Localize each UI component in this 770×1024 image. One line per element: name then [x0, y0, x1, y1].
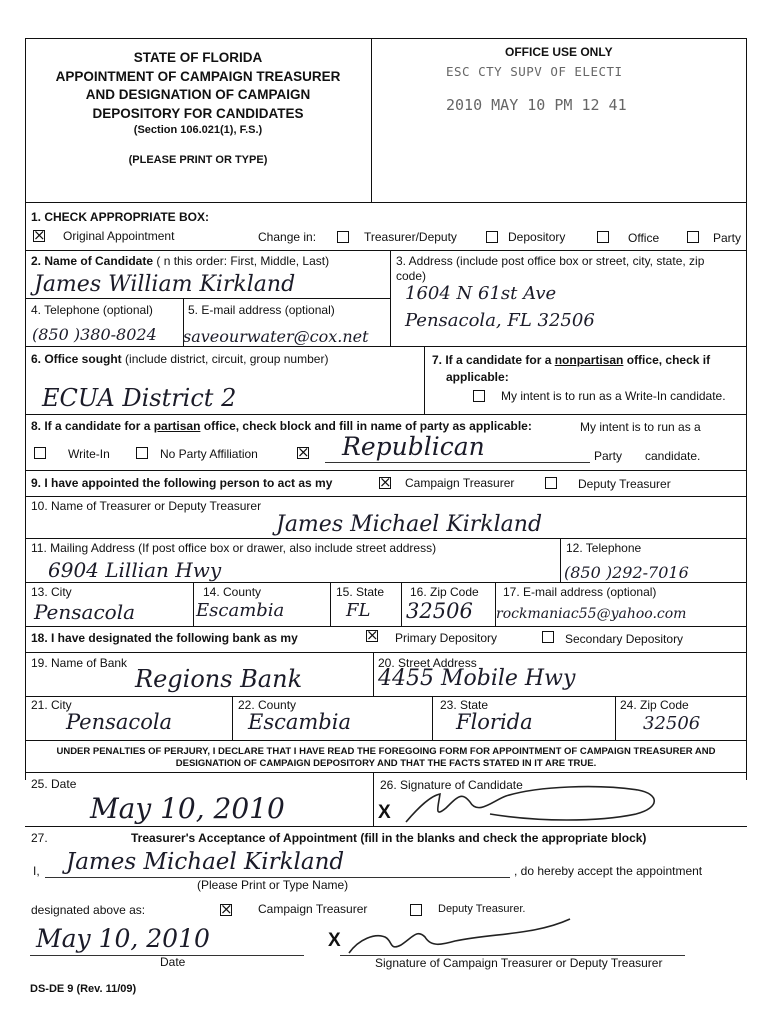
s27-label — [131, 831, 646, 845]
candidate-signature[interactable] — [398, 778, 678, 828]
accept-campaign-treasurer-checkbox[interactable] — [220, 904, 232, 916]
s22-label: 22. County — [238, 698, 297, 712]
bank-street-field[interactable]: 4455 Mobile Hwy — [378, 666, 576, 691]
accept-campaign-treasurer-label: Campaign Treasurer — [258, 902, 368, 916]
candidate-name-field[interactable]: James William Kirkland — [34, 272, 296, 297]
primary-depository-checkbox[interactable] — [366, 630, 378, 642]
secondary-depository-checkbox[interactable] — [542, 631, 554, 643]
s2-label-row — [31, 254, 329, 268]
candidate-suffix: candidate. — [645, 449, 701, 463]
rule-s2 — [25, 298, 390, 299]
rule-s3 — [25, 346, 747, 347]
s12-label: 12. Telephone — [566, 541, 642, 555]
original-appointment-checkbox[interactable] — [33, 230, 45, 242]
primary-depository-label: Primary Depository — [395, 631, 498, 645]
treasurer-mailing-address-field[interactable]: 6904 Lillian Hwy — [48, 558, 222, 582]
s3-label: 3. Address (include post office box or street, city, state, zip — [396, 254, 705, 268]
divider-s19-s20 — [373, 652, 374, 696]
candidate-phone-field[interactable]: (850 )380-8024 — [32, 325, 157, 344]
npa-label: No Party Affiliation — [160, 447, 258, 461]
s23-label: 23. State — [440, 698, 489, 712]
divider-s14 — [330, 582, 331, 626]
s8-label-row — [31, 419, 532, 433]
partisan-writein-label: Write-In — [68, 447, 110, 461]
s8-label: 8. If a candidate for a — [31, 419, 151, 433]
deputy-treasurer-checkbox[interactable] — [545, 477, 557, 489]
s25-label: 25. Date — [31, 777, 77, 791]
treasurer-email-field[interactable]: rockmaniac55@yahoo.com — [496, 606, 687, 622]
s16-label: 16. Zip Code — [410, 585, 479, 599]
original-appointment-label: Original Appointment — [63, 229, 175, 243]
party-name-field[interactable]: Republican — [342, 432, 485, 461]
form-border-right — [746, 38, 747, 780]
s17-label: 17. E-mail address (optional) — [503, 585, 657, 599]
s7-applicable: applicable: — [446, 370, 509, 384]
party-checkbox[interactable] — [297, 447, 309, 459]
office-sought-field[interactable]: ECUA District 2 — [42, 384, 237, 412]
s11-label: 11. Mailing Address (If post office box or drawer, also include street address) — [31, 541, 437, 555]
received-stamp-agency: ESC CTY SUPV OF ELECTI — [446, 64, 623, 79]
rule-s13 — [25, 626, 747, 627]
s7-nonpartisan: nonpartisan — [554, 353, 624, 367]
treasurer-signature[interactable] — [345, 915, 585, 959]
office-change-label: Office — [628, 231, 660, 245]
accept-deputy-treasurer-label: Deputy Treasurer. — [438, 903, 526, 915]
bank-county-field[interactable]: Escambia — [248, 710, 351, 734]
candidate-signature-mark: X — [378, 802, 391, 823]
s18-label: 18. I have designated the following bank as my — [31, 631, 298, 645]
perjury-line: DESIGNATION OF CAMPAIGN DEPOSITORY AND THAT THE FACTS STATED IN IT ARE TRUE. — [175, 758, 597, 769]
s24-label: 24. Zip Code — [620, 698, 689, 712]
depository-change-checkbox[interactable] — [486, 231, 498, 243]
perjury-statement — [25, 746, 747, 770]
s27-label-text: Treasurer's Acceptance of Appointment (fill in the blanks and check the appropriate block) — [131, 831, 647, 845]
treasurer-signature-label: Signature of Campaign Treasurer or Deputy Treasurer — [375, 956, 663, 970]
bank-name-field[interactable]: Regions Bank — [135, 665, 303, 693]
divider-s23 — [615, 696, 616, 740]
bank-city-field[interactable]: Pensacola — [66, 710, 173, 734]
divider-s2-s3 — [390, 250, 391, 346]
statute-reference: (Section 106.021(1), F.S.) — [133, 124, 263, 136]
s8-partisan: partisan — [153, 419, 201, 433]
s20-label: 20. Street Address — [378, 656, 477, 670]
depository-change-label: Depository — [508, 230, 566, 244]
treasurer-zip-field[interactable]: 32506 — [406, 599, 473, 623]
bank-zip-field[interactable]: 32506 — [643, 713, 701, 734]
campaign-treasurer-checkbox[interactable] — [379, 477, 391, 489]
divider-s11-s12 — [560, 538, 561, 582]
party-change-checkbox[interactable] — [687, 231, 699, 243]
office-use-label: OFFICE USE ONLY — [505, 45, 613, 59]
s8-label-end: office, check block and fill in name of party as applicable: — [203, 419, 532, 433]
rule-s1 — [25, 250, 747, 251]
party-suffix: Party — [594, 449, 623, 463]
print-instruction: (PLEASE PRINT OR TYPE) — [128, 154, 268, 166]
print-name-hint: (Please Print or Type Name) — [197, 878, 349, 892]
partisan-writein-checkbox[interactable] — [34, 447, 46, 459]
s27-i: I, — [33, 864, 40, 878]
campaign-treasurer-label: Campaign Treasurer — [405, 476, 515, 490]
rule-s6 — [25, 414, 747, 415]
divider-s21 — [232, 696, 233, 740]
s7-label-row — [432, 353, 710, 367]
s7-label: 7. If a candidate for a — [432, 353, 552, 367]
candidate-email-field[interactable]: saveourwater@cox.net — [183, 327, 369, 346]
s6-label-row — [31, 352, 328, 366]
bank-state-field[interactable]: Florida — [456, 710, 533, 734]
s3-label-continued: code) — [396, 269, 427, 283]
title-line: DEPOSITORY FOR CANDIDATES — [92, 105, 304, 121]
rule-s9 — [25, 496, 747, 497]
s19-label: 19. Name of Bank — [31, 656, 128, 670]
candidate-address-line1[interactable]: 1604 N 61st Ave — [405, 283, 557, 304]
divider-s6-s7 — [424, 346, 425, 414]
designated-label: designated above as: — [31, 903, 146, 917]
s14-label: 14. County — [203, 585, 262, 599]
s7-label-end: office, check if — [626, 353, 711, 367]
s15-label: 15. State — [336, 585, 385, 599]
deputy-treasurer-label: Deputy Treasurer — [578, 477, 671, 491]
s21-label: 21. City — [31, 698, 72, 712]
title-line: APPOINTMENT OF CAMPAIGN TREASURER — [55, 68, 341, 84]
treasurer-change-label: Treasurer/Deputy — [364, 230, 457, 244]
rule-s8 — [25, 470, 747, 471]
s1-label: 1. CHECK APPROPRIATE BOX: — [31, 210, 210, 224]
acceptor-date-label: Date — [160, 955, 186, 969]
candidate-address-line2[interactable]: Pensacola, FL 32506 — [405, 310, 595, 331]
form-border-left — [25, 38, 26, 780]
s4-label: 4. Telephone (optional) — [31, 303, 153, 317]
nonpartisan-writein-checkbox[interactable] — [473, 390, 485, 402]
npa-checkbox[interactable] — [136, 447, 148, 459]
rule-s11 — [25, 582, 747, 583]
title-line: AND DESIGNATION OF CAMPAIGN — [85, 87, 311, 102]
treasurer-name-field[interactable]: James Michael Kirkland — [276, 512, 543, 537]
acceptor-date-field[interactable]: May 10, 2010 — [36, 924, 210, 953]
rule-s18 — [25, 652, 747, 653]
treasurer-county-field[interactable]: Escambia — [196, 600, 285, 621]
header-divider — [371, 38, 372, 202]
change-in-label: Change in: — [258, 230, 317, 244]
office-change-checkbox[interactable] — [597, 231, 609, 243]
s6-label: 6. Office sought — [31, 352, 122, 366]
treasurer-state-field[interactable]: FL — [346, 600, 371, 621]
s10-label: 10. Name of Treasurer or Deputy Treasurer — [31, 499, 262, 513]
s13-label: 13. City — [31, 585, 72, 599]
s26-label: 26. Signature of Candidate — [380, 778, 523, 792]
party-change-label: Party — [713, 231, 742, 245]
s8-intent: My intent is to run as a — [580, 420, 701, 434]
accept-text: , do hereby accept the appointment — [514, 864, 703, 878]
divider-s13 — [193, 582, 194, 626]
perjury-line: UNDER PENALTIES OF PERJURY, I DECLARE THAT I HAVE READ THE FOREGOING FORM FOR APPOINTMENT OF CAMPAIGN TREASURER AND — [56, 746, 716, 757]
rule-s10 — [25, 538, 747, 539]
rule-s19 — [25, 696, 747, 697]
s6-hint: (include district, circuit, group number) — [125, 352, 329, 366]
s5-label: 5. E-mail address (optional) — [188, 303, 335, 317]
treasurer-change-checkbox[interactable] — [337, 231, 349, 243]
secondary-depository-label: Secondary Depository — [565, 632, 684, 646]
s27-number: 27. — [31, 831, 48, 845]
s2-label: 2. Name of Candidate — [31, 254, 154, 268]
divider-s15 — [401, 582, 402, 626]
candidate-date-field[interactable]: May 10, 2010 — [90, 792, 285, 825]
s9-label: 9. I have appointed the following person to act as my — [31, 476, 333, 490]
nonpartisan-writein-label: My intent is to run as a Write-In candidate. — [501, 389, 726, 403]
rule-header — [25, 202, 747, 203]
form-number: DS-DE 9 (Rev. 11/09) — [30, 983, 137, 995]
rule-perjury — [25, 772, 747, 773]
treasurer-signature-mark: X — [328, 930, 341, 951]
form-border-top — [25, 38, 747, 39]
divider-s22 — [432, 696, 433, 740]
divider-s25-s26 — [373, 772, 374, 826]
acceptor-name-field[interactable]: James Michael Kirkland — [66, 849, 345, 875]
party-underline — [325, 462, 590, 463]
treasurer-city-field[interactable]: Pensacola — [34, 600, 136, 624]
s2-hint: ( n this order: First, Middle, Last) — [156, 254, 330, 268]
form-title — [25, 49, 371, 123]
title-line: STATE OF FLORIDA — [133, 50, 263, 65]
treasurer-phone-field[interactable]: (850 )292-7016 — [564, 563, 689, 582]
received-stamp-date: 2010 MAY 10 PM 12 41 — [446, 96, 627, 114]
rule-s21 — [25, 740, 747, 741]
